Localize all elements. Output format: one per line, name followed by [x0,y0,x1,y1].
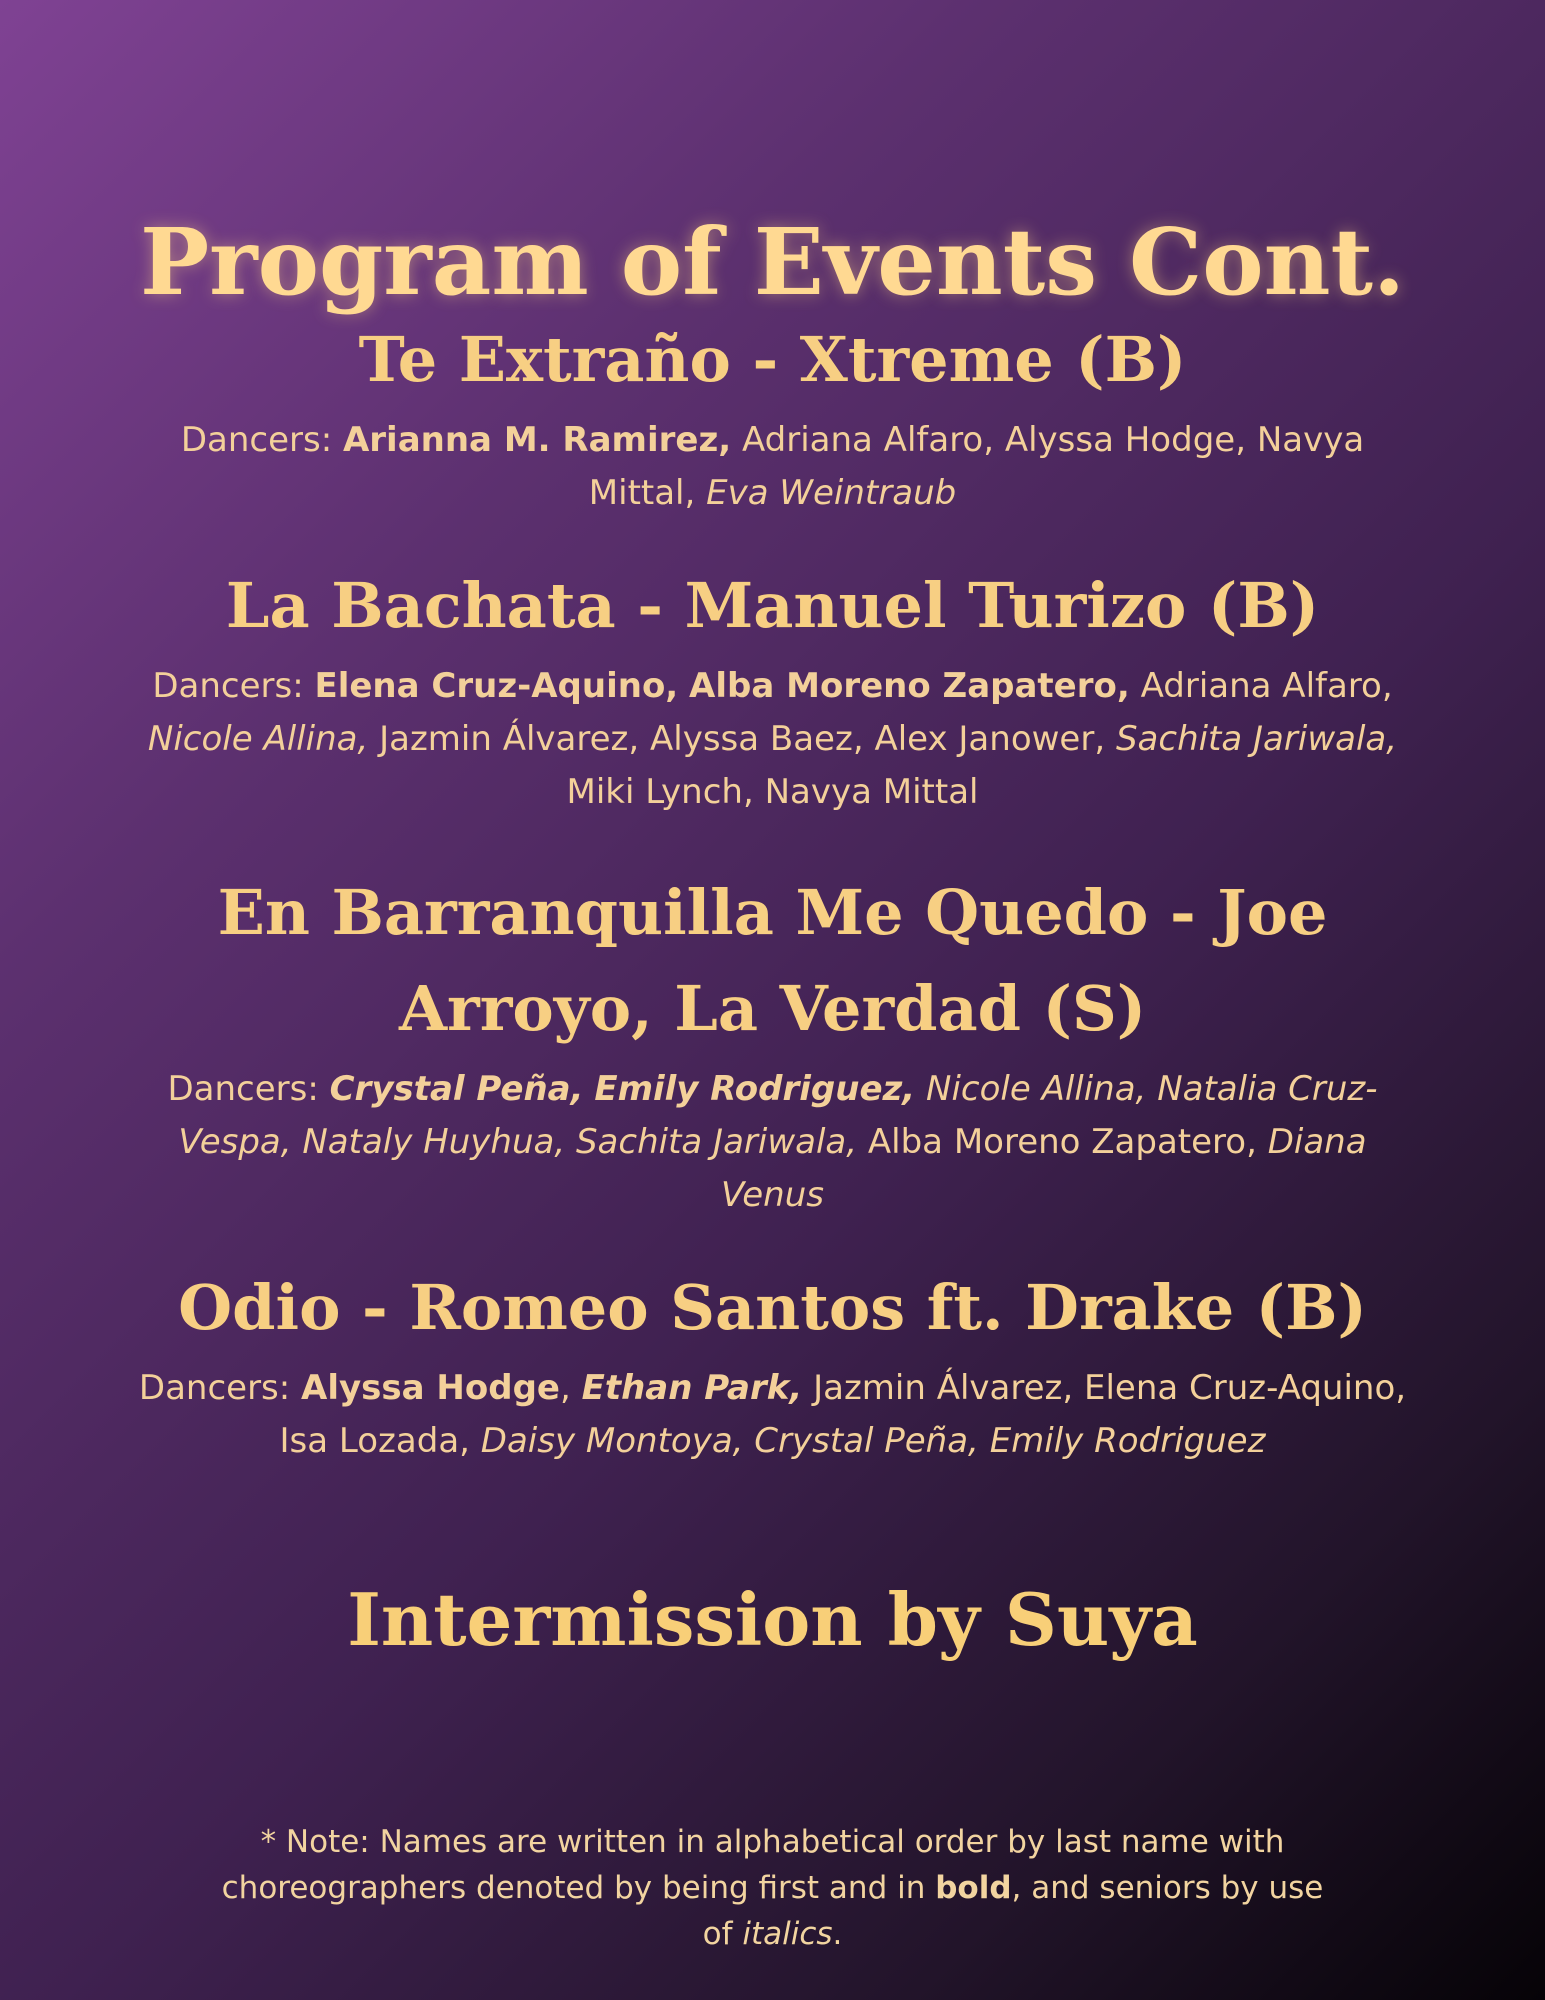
dancer-name: Isa Lozada, [279,1421,470,1461]
dancer-name: Emily Rodriguez, [594,1069,916,1109]
dancer-name: Adriana Alfaro, [1140,666,1393,706]
page-title: Program of Events Cont. [139,207,1406,316]
dancer-name: Alyssa Baez, [650,719,864,759]
dancers-label: Dancers: [167,1069,319,1109]
event-title: En Barranquilla Me Quedo - Joe Arroyo, La Verdad (S) [217,876,1328,1045]
event-1 [130,312,1415,520]
dancer-list [130,1063,1415,1222]
dancer-name: , [559,1368,571,1408]
dancer-name: Alba Moreno Zapatero, [867,1122,1257,1162]
note-text: , and seniors by use of [702,1870,1324,1952]
note-text: * Note: Names are written in alphabetical order by last name with choreographers denoted by being first and in [221,1824,1285,1906]
dancer-name: Nicole Allina, [926,1069,1147,1109]
dancer-name: Alyssa Hodge [301,1368,560,1408]
dancer-name: Sachita Jariwala, [1115,719,1398,759]
event-title: La Bachata - Manuel Turizo (B) [225,569,1320,642]
dancer-list [130,1362,1415,1468]
dancer-name: Daisy Montoya, [480,1421,744,1461]
dancer-name: Sachita Jariwala, [575,1122,858,1162]
note-italic-word: italics [742,1916,833,1952]
dancers-label: Dancers: [138,1368,291,1408]
dancer-name: Jazmin Álvarez, [813,1368,1074,1408]
dancer-list [130,660,1415,819]
dancer-name: Natalia Cruz-Vespa, [178,1069,1378,1162]
dancer-name: Adriana Alfaro, [741,420,995,460]
dancer-name: Elena Cruz-Aquino, [1084,1368,1407,1408]
intermission-heading: Intermission by Suya [347,1577,1198,1662]
dancer-name: Eva Weintraub [706,473,957,513]
dancer-name: Alba Moreno Zapatero, [689,666,1130,706]
dancer-name: Diana Venus [721,1122,1367,1215]
dancer-name: Crystal Peña, [754,1421,979,1461]
dancer-name: Navya Mittal, [588,420,1365,513]
note-text: . [832,1916,843,1952]
dancer-name: Alyssa Hodge, [1004,420,1246,460]
dancer-name: Alex Janower, [874,719,1106,759]
dancers-label: Dancers: [180,420,333,460]
event-title: Te Extraño - Xtreme (B) [358,323,1187,396]
event-3 [130,865,1415,1222]
note-bold-word: bold [935,1870,1012,1906]
dancers-label: Dancers: [152,666,304,706]
dancer-name: Arianna M. Ramirez, [342,420,732,460]
dancer-name: Jazmin Álvarez, [379,719,640,759]
dancer-name: Nicole Allina, [147,719,369,759]
dancer-name: Elena Cruz-Aquino, [314,666,679,706]
dancer-name: Miki Lynch, [566,772,754,812]
dancer-name: Navya Mittal [764,772,979,812]
dancer-name: Ethan Park, [581,1368,803,1408]
dancer-name: Emily Rodriguez [989,1421,1266,1461]
dancer-list [130,414,1415,520]
event-title: Odio - Romeo Santos ft. Drake (B) [178,1271,1367,1344]
event-4 [130,1260,1415,1468]
dancer-name: Nataly Huyhua, [302,1122,566,1162]
event-2 [130,558,1415,819]
dancer-name: Crystal Peña, [329,1069,584,1109]
legend-note [210,1819,1335,1957]
